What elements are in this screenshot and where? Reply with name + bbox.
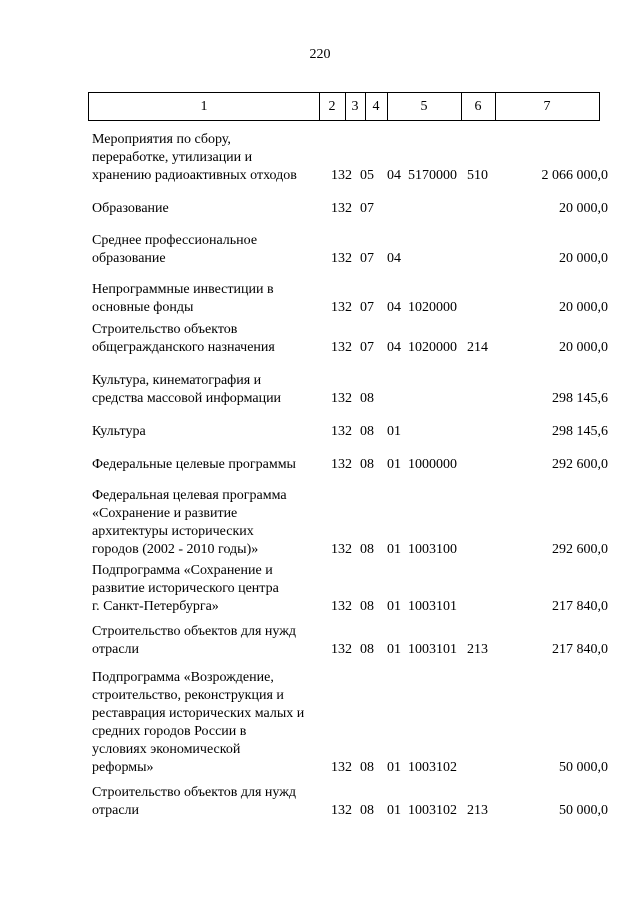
description-line: хранению радиоактивных отходов [92,168,297,183]
cell-c3: 08 [360,457,374,472]
cell-c6: 214 [467,340,488,355]
description-line: «Сохранение и развитие [92,506,238,521]
cell-c7: 298 145,6 [552,391,608,406]
description-line: Строительство объектов для нужд [92,785,297,800]
description-line: Строительство объектов для нужд [92,624,297,639]
header-col-7: 7 [543,99,551,114]
description-line: Федеральные целевые программы [92,457,296,472]
cell-c3: 07 [360,251,374,266]
cell-c4: 04 [387,168,401,183]
description-line: Культура, кинематография и [92,373,262,388]
description-line: реформы» [92,760,154,775]
page-number: 220 [309,47,331,62]
cell-c7: 217 840,0 [552,599,608,614]
description-line: условиях экономической [92,742,241,757]
description-line: переработке, утилизации и [92,150,253,165]
header-col-2: 2 [319,93,346,120]
cell-c3: 07 [360,300,374,315]
cell-c5: 1020000 [408,300,457,315]
cell-c4: 04 [387,251,401,266]
description-line: Федеральная целевая программа [92,488,287,503]
description-line: Образование [92,201,169,216]
cell-c4: 04 [387,300,401,315]
cell-c7: 20 000,0 [559,201,608,216]
cell-c3: 07 [360,201,374,216]
description-line: г. Санкт-Петербурга» [92,599,219,614]
cell-c6: 510 [467,168,488,183]
description-line: городов (2002 - 2010 годы)» [92,542,259,557]
cell-c4: 01 [387,760,401,775]
cell-c2: 132 [331,340,352,355]
row-description [92,784,328,820]
description-line: Среднее профессиональное [92,233,258,248]
description-line: Подпрограмма «Возрождение, [92,670,274,685]
cell-c4: 01 [387,424,401,439]
cell-c2: 132 [331,760,352,775]
cell-c4: 01 [387,457,401,472]
header-col-6: 6 [461,93,496,120]
cell-c2: 132 [331,642,352,657]
header-col-4: 4 [365,93,388,120]
cell-c7: 20 000,0 [559,300,608,315]
cell-c5: 1000000 [408,457,457,472]
cell-c4: 01 [387,642,401,657]
cell-c3: 08 [360,391,374,406]
cell-c5: 1003102 [408,803,457,818]
cell-c4: 01 [387,599,401,614]
cell-c4: 01 [387,542,401,557]
description-line: средства массовой информации [92,391,282,406]
cell-c3: 08 [360,803,374,818]
cell-c7: 298 145,6 [552,424,608,439]
description-line: отрасли [92,642,140,657]
description-line: Строительство объектов [92,322,238,337]
description-line: архитектуры исторических [92,524,254,539]
description-line: отрасли [92,803,140,818]
cell-c3: 07 [360,340,374,355]
cell-c3: 05 [360,168,374,183]
cell-c2: 132 [331,300,352,315]
cell-c7: 292 600,0 [552,542,608,557]
description-line: Подпрограмма «Сохранение и [92,563,273,578]
cell-c5: 5170000 [408,168,457,183]
cell-c6: 213 [467,803,488,818]
description-line: средних городов России в [92,724,247,739]
cell-c4: 04 [387,340,401,355]
cell-c2: 132 [331,168,352,183]
cell-c3: 08 [360,542,374,557]
cell-c5: 1003100 [408,542,457,557]
cell-c2: 132 [331,251,352,266]
cell-c7: 50 000,0 [559,760,608,775]
description-line: образование [92,251,166,266]
cell-c2: 132 [331,457,352,472]
cell-c3: 08 [360,424,374,439]
cell-c2: 132 [331,391,352,406]
description-line: Культура [92,424,146,439]
cell-c4: 01 [387,803,401,818]
description-line: основные фонды [92,300,194,315]
cell-c3: 08 [360,599,374,614]
cell-c7: 20 000,0 [559,340,608,355]
cell-c7: 217 840,0 [552,642,608,657]
cell-c7: 292 600,0 [552,457,608,472]
description-line: Мероприятия по сбору, [92,132,231,147]
cell-c3: 08 [360,760,374,775]
cell-c7: 2 066 000,0 [541,168,608,183]
cell-c2: 132 [331,424,352,439]
cell-c7: 50 000,0 [559,803,608,818]
cell-c6: 213 [467,642,488,657]
description-line: строительство, реконструкция и [92,688,284,703]
cell-c3: 08 [360,642,374,657]
header-col-3: 3 [345,93,366,120]
cell-c5: 1020000 [408,340,457,355]
cell-c2: 132 [331,599,352,614]
cell-c5: 1003101 [408,599,457,614]
header-col-5: 5 [387,93,462,120]
cell-c5: 1003102 [408,760,457,775]
cell-c7: 20 000,0 [559,251,608,266]
header-col-1: 1 [89,93,320,120]
description-line: развитие исторического центра [92,581,279,596]
description-line: Непрограммные инвестиции в [92,282,274,297]
cell-c2: 132 [331,542,352,557]
cell-c2: 132 [331,803,352,818]
description-line: реставрация исторических малых и [92,706,305,721]
cell-c5: 1003101 [408,642,457,657]
description-line: общегражданского назначения [92,340,275,355]
cell-c2: 132 [331,201,352,216]
